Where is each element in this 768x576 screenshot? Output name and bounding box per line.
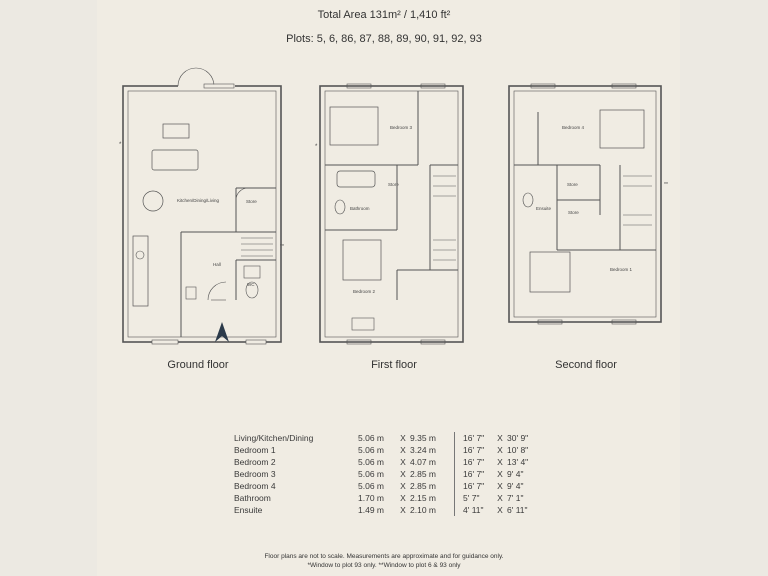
room-name: Bedroom 4: [234, 481, 276, 491]
metric-width: 5.06 m: [358, 481, 384, 491]
imperial-width: 4' 11": [463, 505, 484, 515]
room-name: Living/Kitchen/Dining: [234, 433, 314, 443]
entrance-arrow-icon: [215, 322, 229, 342]
dimension-row: [234, 504, 541, 516]
times-sign: X: [497, 445, 503, 455]
metric-length: 2.85 m: [410, 469, 436, 479]
divider: [455, 432, 464, 444]
times-sign: X: [400, 493, 406, 503]
plots-list: Plots: 5, 6, 86, 87, 88, 89, 90, 91, 92, 93: [286, 33, 482, 45]
room-label-second-store-2: Store: [568, 210, 579, 215]
floor-label-ground: Ground floor: [167, 359, 229, 371]
times-sign: X: [497, 481, 503, 491]
times-sign: X: [400, 445, 406, 455]
room-name: Bathroom: [234, 493, 271, 503]
times-sign: X: [497, 469, 503, 479]
times-sign: X: [497, 433, 503, 443]
imperial-width: 16' 7": [463, 469, 485, 479]
imperial-length: 30' 9": [507, 433, 529, 443]
room-label-ground-store: Store: [246, 199, 257, 204]
metric-width: 5.06 m: [358, 445, 384, 455]
room-name: Bedroom 1: [234, 445, 276, 455]
dimension-row: [234, 468, 541, 480]
room-label-hall: Hall: [213, 262, 221, 267]
imperial-width: 16' 7": [463, 445, 485, 455]
metric-length: 2.10 m: [410, 505, 436, 515]
divider: [455, 492, 464, 504]
metric-length: 2.15 m: [410, 493, 436, 503]
floor-label-first: First floor: [371, 359, 417, 371]
disclaimer-text: Floor plans are not to scale. Measurements are approximate and for guidance only.: [264, 553, 504, 560]
dimensions-table: [234, 432, 541, 516]
divider: [455, 480, 464, 492]
imperial-length: 9' 4": [507, 469, 524, 479]
window-marker-second: **: [664, 182, 668, 188]
imperial-length: 13' 4": [507, 457, 529, 467]
metric-width: 5.06 m: [358, 457, 384, 467]
times-sign: X: [400, 505, 406, 515]
times-sign: X: [497, 457, 503, 467]
imperial-width: 16' 7": [463, 433, 485, 443]
times-sign: X: [400, 457, 406, 467]
dimension-row: [234, 444, 541, 456]
window-note-text: *Window to plot 93 only. **Window to plot 6 & 93 only: [307, 562, 461, 569]
times-sign: X: [497, 505, 503, 515]
room-label-kitchen: Kitchen/Dining/Living: [177, 198, 220, 203]
room-label-bedroom3: Bedroom 3: [390, 125, 413, 130]
imperial-length: 7' 1": [507, 493, 524, 503]
times-sign: X: [400, 481, 406, 491]
imperial-width: 16' 7": [463, 457, 485, 467]
times-sign: X: [497, 493, 503, 503]
divider: [455, 504, 464, 516]
room-label-bedroom1: Bedroom 1: [610, 267, 633, 272]
metric-width: 1.49 m: [358, 505, 384, 515]
divider: [455, 456, 464, 468]
room-label-first-store: Store: [388, 182, 399, 187]
imperial-length: 10' 8": [507, 445, 529, 455]
divider: [455, 468, 464, 480]
ground-floor-plan: [123, 68, 281, 344]
room-label-bathroom: Bathroom: [350, 206, 370, 211]
imperial-length: 6' 11": [507, 505, 528, 515]
metric-width: 5.06 m: [358, 469, 384, 479]
second-floor-plan: [509, 84, 661, 324]
dimension-row: [234, 432, 541, 444]
total-area-title: Total Area 131m² / 1,410 ft²: [317, 9, 451, 21]
room-label-second-store-1: Store: [567, 182, 578, 187]
metric-length: 3.24 m: [410, 445, 436, 455]
metric-width: 1.70 m: [358, 493, 384, 503]
window-marker-first: *: [315, 144, 318, 150]
metric-width: 5.06 m: [358, 433, 384, 443]
dimension-row: [234, 456, 541, 468]
imperial-width: 5' 7": [463, 493, 480, 503]
times-sign: X: [400, 433, 406, 443]
room-label-wc: WC: [247, 282, 255, 287]
metric-length: 4.07 m: [410, 457, 436, 467]
room-label-ensuite: Ensuite: [536, 206, 552, 211]
times-sign: X: [400, 469, 406, 479]
dimension-row: [234, 492, 541, 504]
metric-length: 9.35 m: [410, 433, 436, 443]
window-marker-ground: *: [119, 142, 122, 148]
room-name: Bedroom 3: [234, 469, 276, 479]
room-label-bedroom2: Bedroom 2: [353, 289, 376, 294]
first-floor-plan: [320, 84, 463, 344]
room-label-bedroom4: Bedroom 4: [562, 125, 585, 130]
window-marker-ground-side: **: [280, 244, 284, 250]
room-name: Bedroom 2: [234, 457, 276, 467]
floor-label-second: Second floor: [555, 359, 617, 371]
dimension-row: [234, 480, 541, 492]
room-name: Ensuite: [234, 505, 263, 515]
imperial-width: 16' 7": [463, 481, 485, 491]
metric-length: 2.85 m: [410, 481, 436, 491]
divider: [455, 444, 464, 456]
imperial-length: 9' 4": [507, 481, 524, 491]
